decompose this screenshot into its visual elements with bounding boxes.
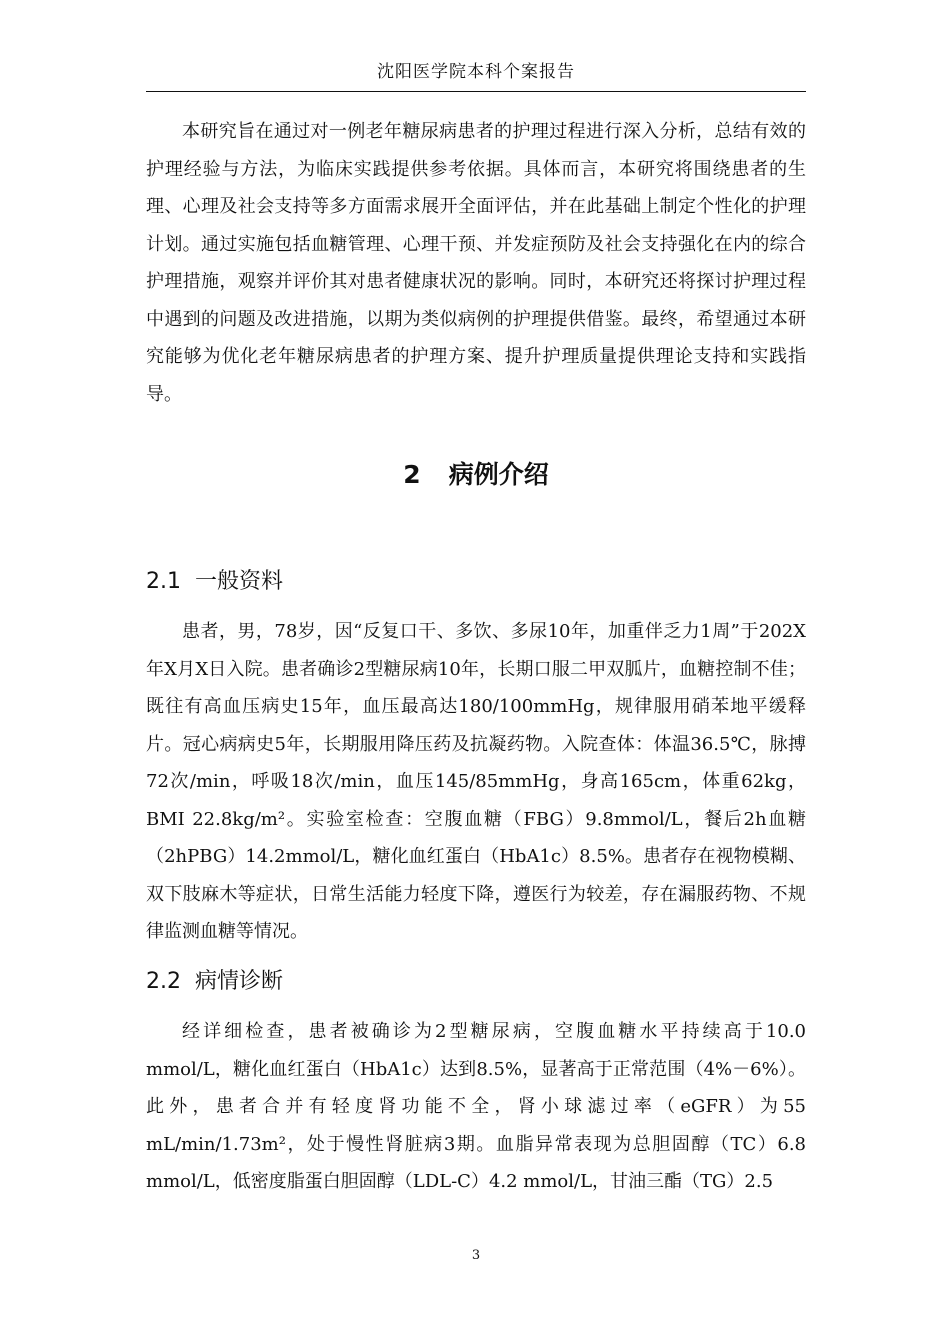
section-title: 病情诊断	[195, 969, 284, 994]
header-rule	[146, 91, 806, 92]
section-number: 2.1	[146, 569, 181, 594]
running-header: 沈阳医学院本科个案报告	[377, 62, 575, 82]
section-number: 2.2	[146, 969, 181, 994]
page-number: 3	[471, 1248, 481, 1263]
section-title: 一般资料	[195, 569, 284, 594]
section-2-1-paragraph: 患者，男，78岁，因“反复口干、多饮、多尿10年，加重伴乏力1周”于202X年X月X日入院。患者确诊2型糖尿病10年，长期口服二甲双胍片，血糖控制不佳；既往有高血压病史15年，血压最高达180/100mmHg，规律服用硝苯地平缓释片。冠心病病史5年，长期服用降压药及抗凝药物。入院查体：体温36.5℃，脉搏72次/min，呼吸18次/min，血压145/85mmHg，身高165cm，体重62kg，BMI 22.8kg/m²。实验室检查：空腹血糖（FBG）9.8mmol/L，餐后2h血糖（2hPBG）14.2mmol/L，糖化血红蛋白（HbA1c）8.5%。患者存在视物模糊、双下肢麻木等症状，日常生活能力轻度下降，遵医行为较差，存在漏服药物、不规律监测血糖等情况。	[146, 621, 806, 942]
intro-paragraph: 本研究旨在通过对一例老年糖尿病患者的护理过程进行深入分析，总结有效的护理经验与方法，为临床实践提供参考依据。具体而言，本研究将围绕患者的生理、心理及社会支持等多方面需求展开全面评估，并在此基础上制定个性化的护理计划。通过实施包括血糖管理、心理干预、并发症预防及社会支持强化在内的综合护理措施，观察并评价其对患者健康状况的影响。同时，本研究还将探讨护理过程中遇到的问题及改进措施，以期为类似病例的护理提供借鉴。最终，希望通过本研究能够为优化老年糖尿病患者的护理方案、提升护理质量提供理论支持和实践指导。	[146, 121, 806, 405]
chapter-number: 2	[403, 460, 421, 489]
chapter-title: 病例介绍	[448, 460, 549, 489]
section-heading-2-2	[146, 966, 283, 998]
section-heading-2-1	[146, 566, 283, 598]
chapter-heading	[146, 455, 806, 495]
section-2-2-paragraph: 经详细检查，患者被确诊为2型糖尿病，空腹血糖水平持续高于10.0 mmol/L，糖化血红蛋白（HbA1c）达到8.5%，显著高于正常范围（4%－6%）。此外，患者合并有轻度肾功能不全，肾小球滤过率（eGFR）为55 mL/min/1.73m²，处于慢性肾脏病3期。血脂异常表现为总胆固醇（TC）6.8 mmol/L，低密度脂蛋白胆固醇（LDL-C）4.2 mmol/L，甘油三酯（TG）2.5	[146, 1021, 806, 1192]
